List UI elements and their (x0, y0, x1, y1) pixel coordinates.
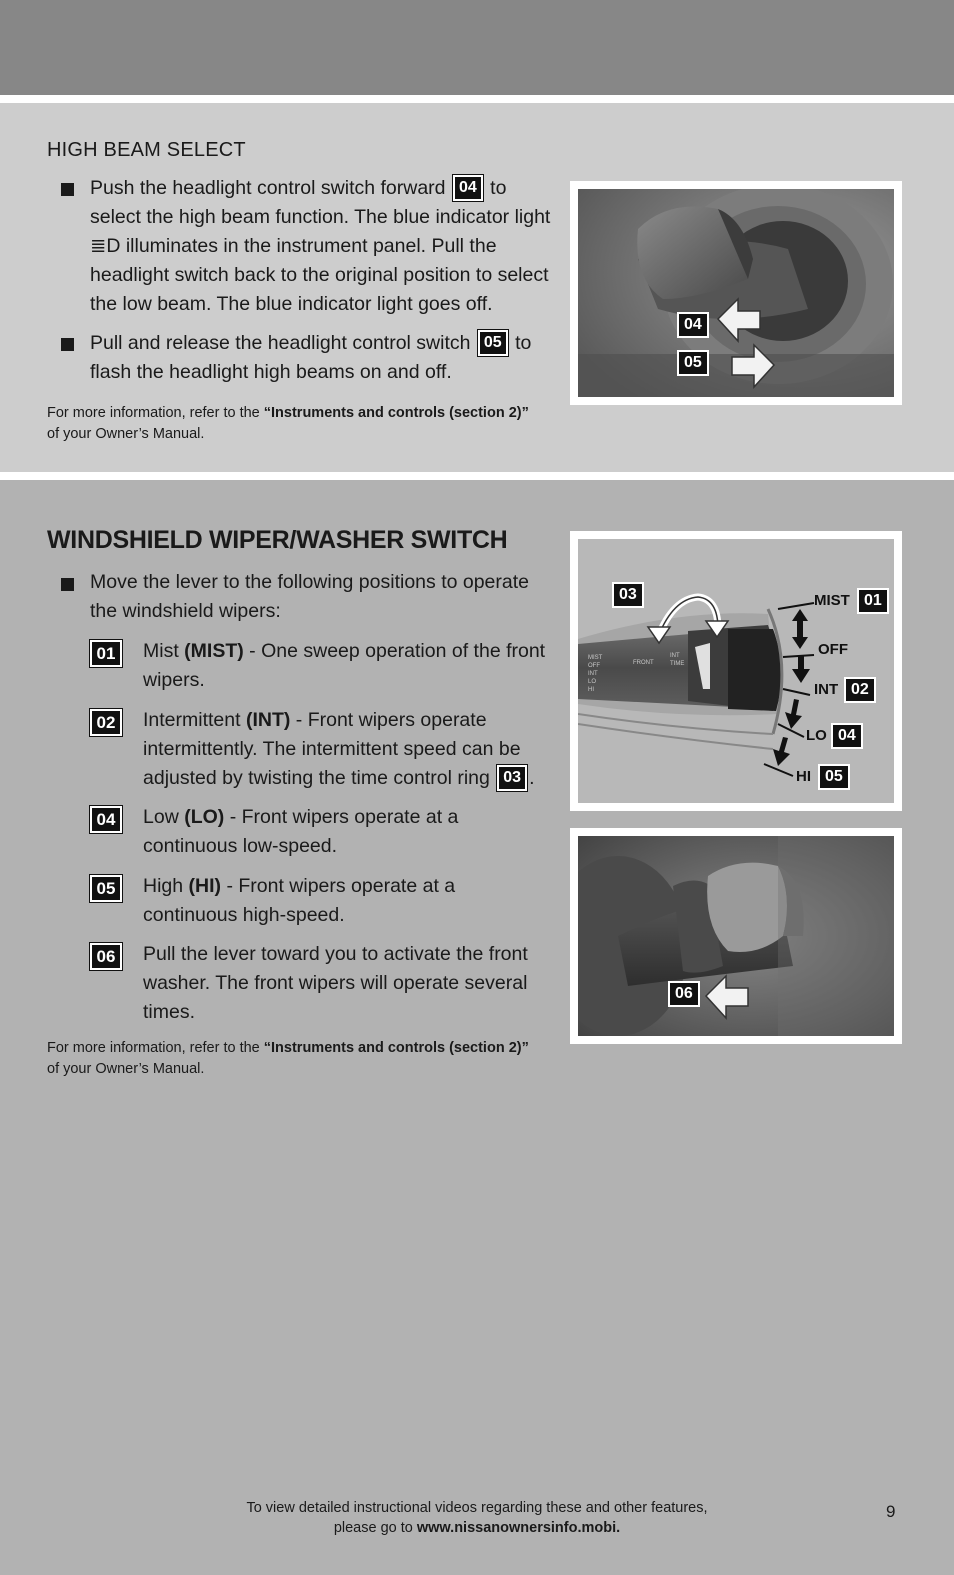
lever-print: INT (670, 653, 680, 659)
text: - One sweep operation of the front wipers. (143, 640, 546, 691)
text: of your Owner’s Manual. (47, 1061, 205, 1077)
callout-badge: 02 (844, 677, 876, 703)
text: Push the headlight control switch forward (90, 177, 446, 199)
callout-badge: 04 (831, 723, 863, 749)
lever-print: FRONT (633, 660, 654, 666)
position-label-off: OFF (818, 641, 848, 658)
step-number-badge: 06 (90, 943, 122, 970)
step-number-badge: 05 (90, 875, 122, 902)
text: . (529, 767, 535, 789)
callout-badge: 04 (453, 175, 483, 201)
text: For more information, refer to the (47, 1040, 260, 1056)
text: “Instruments and controls (section 2)” (263, 405, 529, 421)
wiper-item-mist (143, 637, 553, 695)
headlight-switch-photo (570, 181, 902, 405)
text: Low (143, 806, 179, 828)
callout-badge: 05 (478, 330, 508, 356)
website-link[interactable]: www.nissanownersinfo.mobi. (416, 1520, 621, 1536)
photo-image (578, 189, 894, 397)
text: illuminates in the instrument panel. Pull the headlight switch back to the original position to select the low beam. The blue indicator light goes off. (90, 235, 549, 315)
text: “Instruments and controls (section 2)” (263, 1040, 529, 1056)
wiper-item-washer: Pull the lever toward you to activate the front washer. The front wipers will operate several times. (143, 943, 528, 1023)
text: - Front wipers operate at a continuous low-speed. (143, 806, 459, 857)
text: (INT) (245, 709, 291, 731)
text: - Front wipers operate at a continuous high-speed. (143, 875, 456, 926)
text: (MIST) (184, 640, 244, 662)
callout-badge: 01 (857, 588, 889, 614)
text: High (143, 875, 184, 897)
position-label-lo: LO (806, 727, 827, 744)
text: (LO) (184, 806, 225, 828)
lever-print: TIME (670, 661, 685, 667)
callout-badge: 04 (677, 312, 709, 338)
callout-badge: 06 (668, 981, 700, 1007)
wiper-item-int (143, 706, 553, 793)
divider (0, 95, 954, 103)
step-number-badge: 01 (90, 640, 122, 667)
wiper-intro: Move the lever to the following positions to operate the windshield wipers: (90, 571, 530, 622)
high-beam-bullet-2 (90, 329, 552, 387)
lever-print: LO (588, 679, 597, 685)
section-heading: WINDSHIELD WIPER/WASHER SWITCH (47, 526, 508, 554)
text: (HI) (188, 875, 222, 897)
photo-image (578, 836, 894, 1036)
text: Mist (143, 640, 179, 662)
callout-badge: 03 (612, 582, 644, 608)
lever-print: INT (588, 671, 598, 677)
position-label-int: INT (814, 681, 839, 698)
washer-lever-photo (570, 828, 902, 1044)
footer-text: To view detailed instructional videos regarding these and other features, (246, 1500, 708, 1516)
callout-badge: 05 (818, 764, 850, 790)
wiper-item-lo (143, 803, 553, 861)
callout-badge: 05 (677, 350, 709, 376)
lever-print: HI (588, 687, 594, 693)
bullet-square-icon (61, 338, 74, 351)
manual-reference-note (47, 403, 567, 445)
text: to select the high beam function. The blue indicator light (90, 177, 551, 228)
text: For more information, refer to the (47, 405, 260, 421)
wiper-lever-diagram (570, 531, 902, 811)
text: - Front wipers operate intermittently. The intermittent speed can be adjusted by twisting the time control ring (143, 709, 521, 789)
manual-reference-note (47, 1038, 567, 1080)
lever-print: MIST (588, 655, 603, 661)
wiper-item-hi (143, 872, 553, 930)
step-number-badge: 02 (90, 709, 122, 736)
text: of your Owner’s Manual. (47, 426, 205, 442)
text: Intermittent (143, 709, 241, 731)
section-heading: HIGH BEAM SELECT (47, 139, 246, 161)
position-label-hi: HI (796, 768, 811, 785)
high-beam-indicator-icon: ≣D (90, 235, 121, 257)
footer-line-2 (0, 1518, 954, 1538)
top-band (0, 0, 954, 95)
step-number-badge: 04 (90, 806, 122, 833)
text: Pull and release the headlight control switch (90, 332, 471, 354)
bullet-square-icon (61, 183, 74, 196)
footer-text: please go to (333, 1520, 413, 1536)
page-number: 9 (886, 1502, 896, 1521)
callout-badge: 03 (497, 765, 527, 791)
footer (0, 1498, 954, 1538)
position-label-mist: MIST (814, 592, 850, 609)
text: to flash the headlight high beams on and off. (90, 332, 532, 383)
high-beam-bullet-1 (90, 174, 552, 319)
lever-print: OFF (588, 663, 600, 669)
divider (0, 472, 954, 480)
bullet-square-icon (61, 578, 74, 591)
